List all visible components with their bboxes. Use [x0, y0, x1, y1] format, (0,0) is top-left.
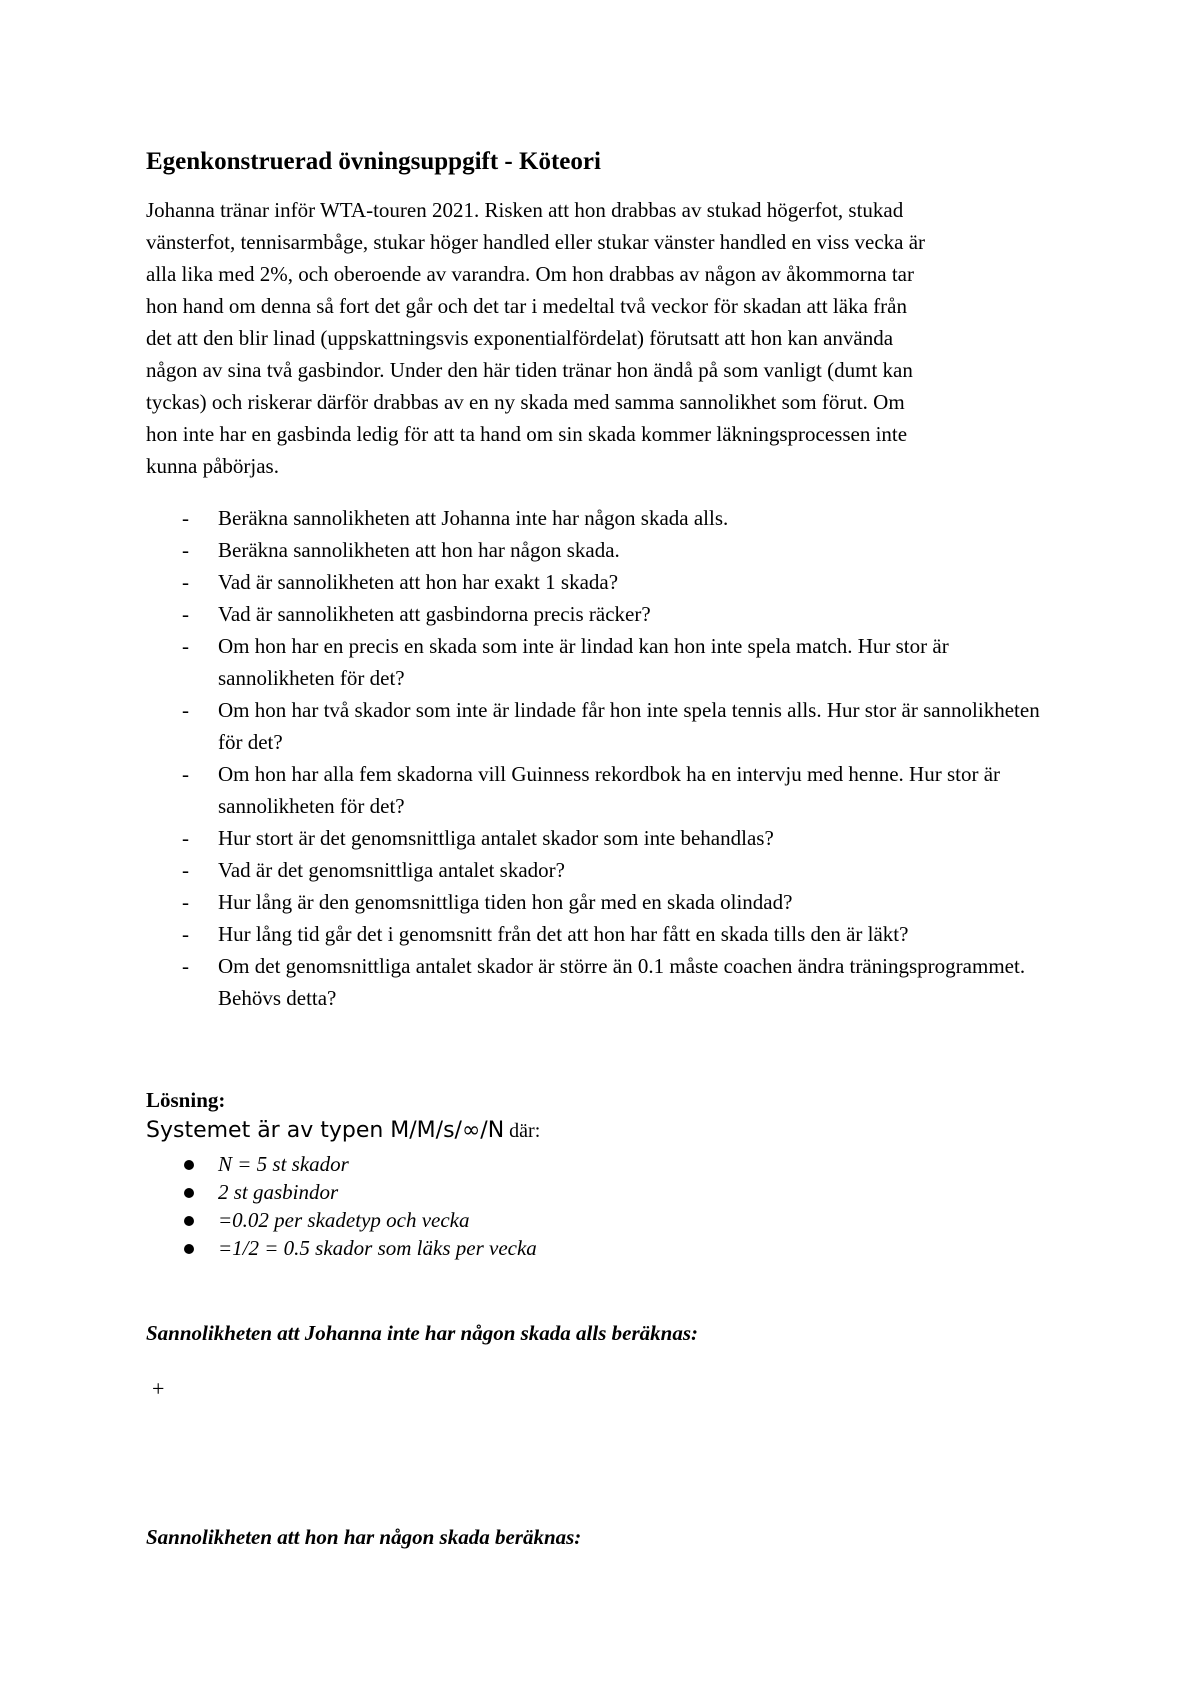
question-text: Om hon har en precis en skada som inte är lindad kan hon inte spela match. Hur stor är sannolikheten för det?	[218, 634, 949, 690]
bullet-icon	[184, 1244, 194, 1254]
question-text: Om hon har alla fem skadorna vill Guinness rekordbok ha en intervju med henne. Hur stor är sannolikheten för det?	[218, 762, 1001, 818]
bullet-icon	[184, 1188, 194, 1198]
intro-line: tyckas) och riskerar därför drabbas av en ny skada med samma sannolikhet som förut. Om	[146, 390, 905, 414]
question-item	[146, 566, 1066, 598]
intro-line: vänsterfot, tennisarmbåge, stukar höger handled eller stukar vänster handled en viss vecka är	[146, 230, 926, 254]
list-dash: -	[182, 826, 189, 850]
question-list	[146, 502, 1066, 1014]
list-dash: -	[182, 698, 189, 722]
solution-heading: Lösning:	[146, 1088, 226, 1112]
question-item	[146, 502, 1066, 534]
list-dash: -	[182, 634, 189, 658]
question-text: Hur lång tid går det i genomsnitt från det att hon har fått en skada tills den är läkt?	[218, 922, 909, 946]
list-dash: -	[182, 570, 189, 594]
parameter-text: N = 5 st skador	[218, 1152, 349, 1176]
document-title: Egenkonstruerad övningsuppgift - Köteori	[146, 148, 601, 175]
question-text: Vad är det genomsnittliga antalet skador?	[218, 858, 565, 882]
question-item	[146, 854, 1066, 886]
parameter-text: =0.02 per skadetyp och vecka	[218, 1208, 470, 1232]
list-dash: -	[182, 858, 189, 882]
list-dash: -	[182, 922, 189, 946]
question-item	[146, 758, 1066, 822]
question-text: Beräkna sannolikheten att Johanna inte har någon skada alls.	[218, 506, 729, 530]
intro-line: hon hand om denna så fort det går och det tar i medeltal två veckor för skadan att läka från	[146, 294, 907, 318]
question-item	[146, 918, 1066, 950]
intro-paragraph	[146, 194, 1066, 482]
parameter-item	[146, 1234, 1066, 1262]
intro-line: någon av sina två gasbindor. Under den här tiden tränar hon ändå på som vanligt (dumt kan	[146, 358, 913, 382]
question-text: Om hon har två skador som inte är lindade får hon inte spela tennis alls. Hur stor är sannolikheten för det?	[218, 698, 1040, 754]
plus-sign: +	[152, 1376, 165, 1401]
parameter-text: 2 st gasbindor	[218, 1180, 339, 1204]
list-dash: -	[182, 954, 189, 978]
bullet-icon	[184, 1160, 194, 1170]
list-dash: -	[182, 506, 189, 530]
question-item	[146, 630, 1066, 694]
question-text: Hur lång är den genomsnittliga tiden hon går med en skada olindad?	[218, 890, 793, 914]
list-dash: -	[182, 538, 189, 562]
question-item	[146, 598, 1066, 630]
system-type-suffix: där:	[504, 1120, 541, 1142]
parameter-item	[146, 1206, 1066, 1234]
question-text: Om det genomsnittliga antalet skador är större än 0.1 måste coachen ändra träningsprogrammet. Behövs detta?	[218, 954, 1026, 1010]
question-item	[146, 822, 1066, 854]
intro-line: Johanna tränar inför WTA-touren 2021. Risken att hon drabbas av stukad högerfot, stukad	[146, 198, 904, 222]
question-item	[146, 886, 1066, 918]
system-type-text: Systemet är av typen M/M/s/∞/N	[146, 1118, 505, 1143]
question-text: Beräkna sannolikheten att hon har någon skada.	[218, 538, 620, 562]
list-dash: -	[182, 602, 189, 626]
question-item	[146, 694, 1066, 758]
question-item	[146, 950, 1066, 1014]
question-item	[146, 534, 1066, 566]
parameter-item	[146, 1150, 1066, 1178]
section-heading-any-injury: Sannolikheten att hon har någon skada beräknas:	[146, 1525, 582, 1549]
list-dash: -	[182, 890, 189, 914]
intro-line: kunna påbörjas.	[146, 454, 279, 478]
intro-line: det att den blir linad (uppskattningsvis exponentialfördelat) förutsatt att hon kan använda	[146, 326, 894, 350]
question-text: Hur stort är det genomsnittliga antalet skador som inte behandlas?	[218, 826, 774, 850]
system-type-line	[146, 1114, 1066, 1150]
intro-line: hon inte har en gasbinda ledig för att ta hand om sin skada kommer läkningsprocessen inte	[146, 422, 908, 446]
question-text: Vad är sannolikheten att gasbindorna precis räcker?	[218, 602, 651, 626]
bullet-icon	[184, 1216, 194, 1226]
document-content	[146, 142, 1066, 1552]
section-heading-no-injury: Sannolikheten att Johanna inte har någon skada alls beräknas:	[146, 1321, 698, 1345]
parameter-item	[146, 1178, 1066, 1206]
parameter-text: =1/2 = 0.5 skador som läks per vecka	[218, 1236, 537, 1260]
list-dash: -	[182, 762, 189, 786]
question-text: Vad är sannolikheten att hon har exakt 1 skada?	[218, 570, 619, 594]
parameter-list	[146, 1150, 1066, 1262]
intro-line: alla lika med 2%, och oberoende av varandra. Om hon drabbas av någon av åkommorna tar	[146, 262, 914, 286]
